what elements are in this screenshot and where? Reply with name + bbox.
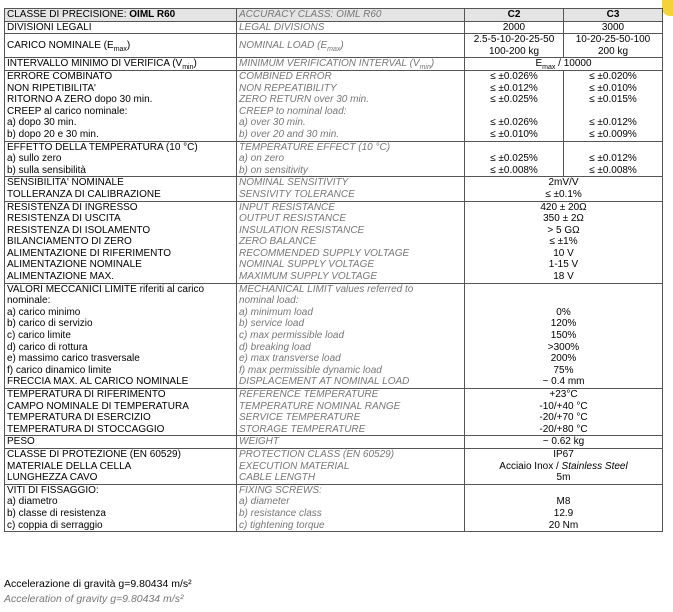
error-group-it: ERRORE COMBINATO NON RIPETIBILITA' RITORNO A ZERO dopo 30 min. CREEP al carico nominale: a) dopo 30 min. b) dopo 20 e 30 min. bbox=[5, 70, 237, 141]
material-it: Acciaio Inox / bbox=[499, 460, 559, 472]
header-it: CLASSE DI PRECISIONE: OIML R60 bbox=[5, 9, 237, 22]
weight-value: ~ 0.62 kg bbox=[465, 436, 663, 449]
temp-effect-c2: ≤ ±0.025% ≤ ±0.008% bbox=[465, 141, 564, 177]
sensitivity-values: 2mV/V ≤ ±0.1% bbox=[465, 177, 663, 201]
protection-values: IP67 Acciaio Inox / Stainless Steel 5m bbox=[465, 448, 663, 484]
error-group-en: COMBINED ERROR NON REPEATIBILITY ZERO RETURN over 30 min. CREEP to nominal load: a) over 30 min. b) over 20 and 30 min. bbox=[237, 70, 465, 141]
temp-effect-it: EFFETTO DELLA TEMPERATURA (10 °C) a) sullo zero b) sulla sensibilità bbox=[5, 141, 237, 177]
temperatures-en: REFERENCE TEMPERATURE TEMPERATURE NOMINAL RANGE SERVICE TEMPERATURE STORAGE TEMPERATURE bbox=[237, 389, 465, 436]
nominal-load-row bbox=[5, 34, 663, 58]
footer-gravity-it: Accelerazione di gravità g=9.80434 m/s² bbox=[4, 578, 192, 590]
nominal-load-en: NOMINAL LOAD $(E_{max})$ bbox=[237, 34, 465, 58]
error-group-c2: ≤ ±0.026% ≤ ±0.012% ≤ ±0.025% ≤ ±0.026% ≤ ±0.010% bbox=[465, 70, 564, 141]
temperatures-it: TEMPERATURA DI RIFERIMENTO CAMPO NOMINALE DI TEMPERATURA TEMPERATURA DI ESERCIZIO TEMPERATURA DI STOCCAGGIO bbox=[5, 389, 237, 436]
divisions-c3: 3000 bbox=[564, 21, 663, 34]
divisions-row bbox=[5, 21, 663, 34]
temp-effect-c3: ≤ ±0.012% ≤ ±0.008% bbox=[564, 141, 663, 177]
protection-en: PROTECTION CLASS (EN 60529) EXECUTION MATERIAL CABLE LENGTH bbox=[237, 448, 465, 484]
mechanical-en: MECHANICAL LIMIT values referred to nominal load: a) minimum load b) service load c) max permissible load d) breaking load e) max transverse load f) max permissible dynamic load DISPLACEMENT AT NOMINAL LOAD bbox=[237, 283, 465, 388]
header-c2: C2 bbox=[465, 9, 564, 22]
weight-row bbox=[5, 436, 663, 449]
material-en: Stainless Steel bbox=[558, 460, 628, 472]
divisions-c2: 2000 bbox=[465, 21, 564, 34]
protection-it: CLASSE DI PROTEZIONE (EN 60529) MATERIALE DELLA CELLA LUNGHEZZA CAVO bbox=[5, 448, 237, 484]
temp-effect-en: TEMPERATURE EFFECT (10 °C) a) on zero b) on sensitivity bbox=[237, 141, 465, 177]
min-interval-value: $E_{max} / 10000$ bbox=[465, 58, 663, 71]
nominal-load-c3: 10-20-25-50-100 200 kg bbox=[564, 34, 663, 58]
sensitivity-en: NOMINAL SENSITIVITY SENSIVITY TOLERANCE bbox=[237, 177, 465, 201]
divisions-it: DIVISIONI LEGALI bbox=[5, 21, 237, 34]
weight-it: PESO bbox=[5, 436, 237, 449]
corner-tab bbox=[662, 0, 673, 16]
nominal-load-it: CARICO NOMINALE $(E_{max})$ bbox=[5, 34, 237, 58]
electrical-row bbox=[5, 201, 663, 283]
min-interval-row bbox=[5, 58, 663, 71]
nominal-load-c2: 2.5-5-10-20-25-50 100-200 kg bbox=[465, 34, 564, 58]
mechanical-values: 0% 120% 150% >300% 200% 75% ~ 0.4 mm bbox=[465, 283, 663, 388]
temperatures-row bbox=[5, 389, 663, 436]
screws-it: VITI DI FISSAGGIO: a) diametro b) classe di resistenza c) coppia di serraggio bbox=[5, 484, 237, 531]
screws-en: FIXING SCREWS: a) diameter b) resistance class c) tightening torque bbox=[237, 484, 465, 531]
mechanical-it: VALORI MECCANICI LIMITE riferiti al carico nominale: a) carico minimo b) carico di servizio c) carico limite d) carico di rottura e) massimo carico trasversale f) carico dinamico limite FRECCIA MAX. AL CARICO NOMINALE bbox=[5, 283, 237, 388]
screws-values: M8 12.9 20 Nm bbox=[465, 484, 663, 531]
sensitivity-it: SENSIBILITA' NOMINALE TOLLERANZA DI CALIBRAZIONE bbox=[5, 177, 237, 201]
min-interval-en: MINIMUM VERIFICATION INTERVAL $(V_{min})$ bbox=[237, 58, 465, 71]
temperatures-values: +23°C -10/+40 °C -20/+70 °C -20/+80 °C bbox=[465, 389, 663, 436]
electrical-it: RESISTENZA DI INGRESSO RESISTENZA DI USCITA RESISTENZA DI ISOLAMENTO BILANCIAMENTO DI ZERO ALIMENTAZIONE DI RIFERIMENTO ALIMENTAZIONE NOMINALE ALIMENTAZIONE MAX. bbox=[5, 201, 237, 283]
weight-en: WEIGHT bbox=[237, 436, 465, 449]
sensitivity-row bbox=[5, 177, 663, 201]
header-c3: C3 bbox=[564, 9, 663, 22]
error-group-row bbox=[5, 70, 663, 141]
footer-gravity-en: Acceleration of gravity g=9.80434 m/s² bbox=[4, 593, 184, 605]
divisions-en: LEGAL DIVISIONS bbox=[237, 21, 465, 34]
electrical-en: INPUT RESISTANCE OUTPUT RESISTANCE INSULATION RESISTANCE ZERO BALANCE RECOMMENDED SUPPLY VOLTAGE NOMINAL SUPPLY VOLTAGE MAXIMUM SUPPLY VOLTAGE bbox=[237, 201, 465, 283]
header-row bbox=[5, 9, 663, 22]
mechanical-row bbox=[5, 283, 663, 388]
header-en: ACCURACY CLASS: OIML R60 bbox=[237, 9, 465, 22]
temp-effect-row bbox=[5, 141, 663, 177]
spec-table bbox=[4, 8, 663, 532]
protection-row bbox=[5, 448, 663, 484]
screws-row bbox=[5, 484, 663, 531]
electrical-values: 420 ± 20Ω 350 ± 2Ω > 5 GΩ ≤ ±1% 10 V 1-15 V 18 V bbox=[465, 201, 663, 283]
error-group-c3: ≤ ±0.020% ≤ ±0.010% ≤ ±0.015% ≤ ±0.012% ≤ ±0.009% bbox=[564, 70, 663, 141]
min-interval-it: INTERVALLO MINIMO DI VERIFICA $(V_{min})$ bbox=[5, 58, 237, 71]
